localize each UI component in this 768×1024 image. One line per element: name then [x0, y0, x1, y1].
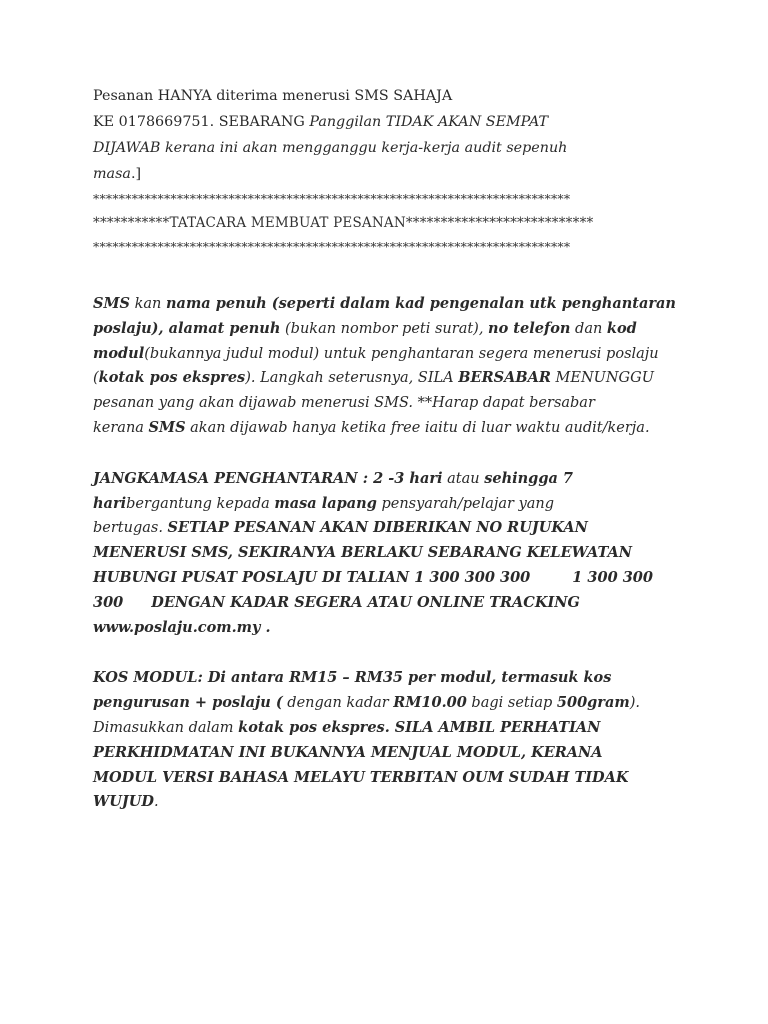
- sms-bold-text: SMS: [148, 418, 186, 436]
- sms-text: (bukan nombor peti surat),: [280, 320, 489, 337]
- module-cost: [93, 666, 683, 815]
- jangka-bold-text: JANGKAMASA PENGHANTARAN : 2 -3 hari: [93, 469, 443, 487]
- sms-text: kan: [130, 296, 166, 312]
- sms-line-4: [93, 366, 683, 391]
- spacer: [93, 441, 683, 467]
- kos-bold-text: 500gram: [556, 694, 630, 712]
- poslaju-url: www.poslaju.com.my: [93, 618, 261, 636]
- jangka-bold-text: DENGAN KADAR SEGERA ATAU ONLINE TRACKING: [151, 593, 580, 611]
- kos-line-2: [93, 691, 683, 716]
- section-header: [93, 187, 683, 259]
- kos-bold-text: KOS MODUL: Di antara RM15 – RM35 per modul, termasuk kos: [93, 669, 612, 687]
- sms-bold-text: modul: [93, 344, 145, 362]
- intro-line-4: [93, 161, 683, 187]
- sms-line-1: [93, 292, 683, 317]
- kos-text: Dimasukkan dalam: [93, 719, 239, 736]
- intro-warning-text-2: DIJAWAB kerana ini akan mengganggu kerja-kerja audit sepenuh: [93, 140, 568, 156]
- sms-text: dan: [570, 320, 607, 337]
- intro-warning-text-3: masa: [93, 166, 131, 182]
- kos-line-5: [93, 766, 683, 791]
- sms-text: (bukannya judul modul) untuk penghantaran segera menerusi poslaju: [144, 345, 659, 362]
- delivery-period: [93, 467, 683, 641]
- jangka-bold-text: .: [260, 618, 271, 636]
- jangka-bold-text: HUBUNGI PUSAT POSLAJU DI TALIAN 1 300 300 300: [93, 568, 531, 586]
- kos-line-6: [93, 790, 683, 815]
- jangka-line-4: [93, 541, 683, 566]
- sms-keyword: SMS: [93, 295, 130, 312]
- jangka-line-1: [93, 467, 683, 492]
- intro-phone-text: KE 0178669751. SEBARANG: [93, 114, 310, 130]
- sms-bold-text: kotak pos ekspres: [98, 369, 246, 387]
- jangka-bold-text: sehingga 7: [484, 469, 573, 487]
- kos-line-3: [93, 716, 683, 741]
- kos-text: bagi setiap: [466, 695, 557, 712]
- sms-line-2: [93, 317, 683, 342]
- jangka-text: bertugas.: [93, 520, 168, 537]
- jangka-line-5: [93, 566, 683, 591]
- sms-bold-text: poslaju), alamat penuh: [93, 319, 281, 337]
- jangka-text: bergantung kepada: [126, 495, 275, 512]
- kos-text: .: [154, 794, 159, 811]
- sms-text: ). Langkah seterusnya, SILA: [245, 370, 459, 387]
- section-title: ***********TATACARA MEMBUAT PESANAN***************************: [93, 215, 594, 231]
- jangka-bold-text: 1 300 300: [572, 568, 653, 586]
- jangka-line-3: [93, 516, 683, 541]
- sms-text: kerana: [93, 419, 149, 436]
- jangka-text: pensyarah/pelajar yang: [376, 495, 555, 512]
- intro-line-3: [93, 135, 683, 161]
- spacer: [93, 640, 683, 666]
- kos-bold-text: kotak pos ekspres: [238, 718, 385, 736]
- kos-bold-text: RM10.00: [393, 694, 467, 712]
- stars-divider-bottom: **************************************************************************: [93, 239, 571, 254]
- stars-divider-top: **************************************************************************: [93, 191, 571, 206]
- intro-notice: [93, 83, 683, 187]
- intro-line-1: [93, 83, 683, 109]
- spacer: [93, 259, 683, 292]
- intro-warning-text: Panggilan TIDAK AKAN SEMPAT: [309, 114, 549, 130]
- jangka-bold-text: 300: [93, 593, 124, 611]
- document-page: [93, 83, 683, 815]
- intro-bracket: .]: [130, 166, 142, 182]
- sms-text: MENUNGGU: [550, 370, 654, 387]
- order-instructions: [93, 292, 683, 441]
- kos-line-1: [93, 666, 683, 691]
- intro-line-2: [93, 109, 683, 135]
- jangka-line-6: [93, 591, 683, 616]
- kos-bold-text: pengurusan + poslaju (: [93, 694, 283, 712]
- kos-line-4: [93, 741, 683, 766]
- jangka-line-7: [93, 616, 683, 641]
- sms-text: akan dijawab hanya ketika free iaitu di luar waktu audit/kerja.: [185, 419, 650, 436]
- sms-bold-text: no telefon: [488, 319, 571, 337]
- kos-bold-text: WUJUD: [93, 793, 155, 811]
- sms-bold-text: BERSABAR: [458, 369, 551, 387]
- jangka-line-2: [93, 492, 683, 517]
- intro-text: Pesanan HANYA diterima menerusi SMS SAHAJA: [93, 88, 453, 104]
- jangka-bold-text: MENERUSI SMS, SEKIRANYA BERLAKU SEBARANG KELEWATAN: [93, 544, 632, 562]
- sms-bold-text: nama penuh (seperti dalam kad pengenalan utk penghantaran: [166, 295, 676, 312]
- kos-bold-text: MODUL VERSI BAHASA MELAYU TERBITAN OUM SUDAH TIDAK: [93, 768, 629, 786]
- jangka-bold-text: SETIAP PESANAN AKAN DIBERIKAN NO RUJUKAN: [167, 519, 588, 537]
- sms-bold-text: kod: [606, 319, 637, 337]
- kos-text: ).: [629, 695, 640, 712]
- jangka-text: atau: [442, 470, 485, 487]
- sms-text: pesanan yang akan dijawab menerusi SMS. **Harap dapat bersabar: [93, 395, 595, 412]
- sms-line-3: [93, 342, 683, 367]
- sms-text: (: [93, 370, 99, 387]
- sms-line-6: [93, 416, 683, 441]
- kos-text: dengan kadar: [282, 695, 394, 712]
- kos-bold-text: . SILA AMBIL PERHATIAN: [384, 718, 601, 736]
- sms-line-5: [93, 391, 683, 416]
- kos-bold-text: PERKHIDMATAN INI BUKANNYA MENJUAL MODUL, KERANA: [93, 743, 603, 761]
- jangka-bold-text: hari: [93, 494, 127, 512]
- jangka-bold-text: masa lapang: [274, 494, 377, 512]
